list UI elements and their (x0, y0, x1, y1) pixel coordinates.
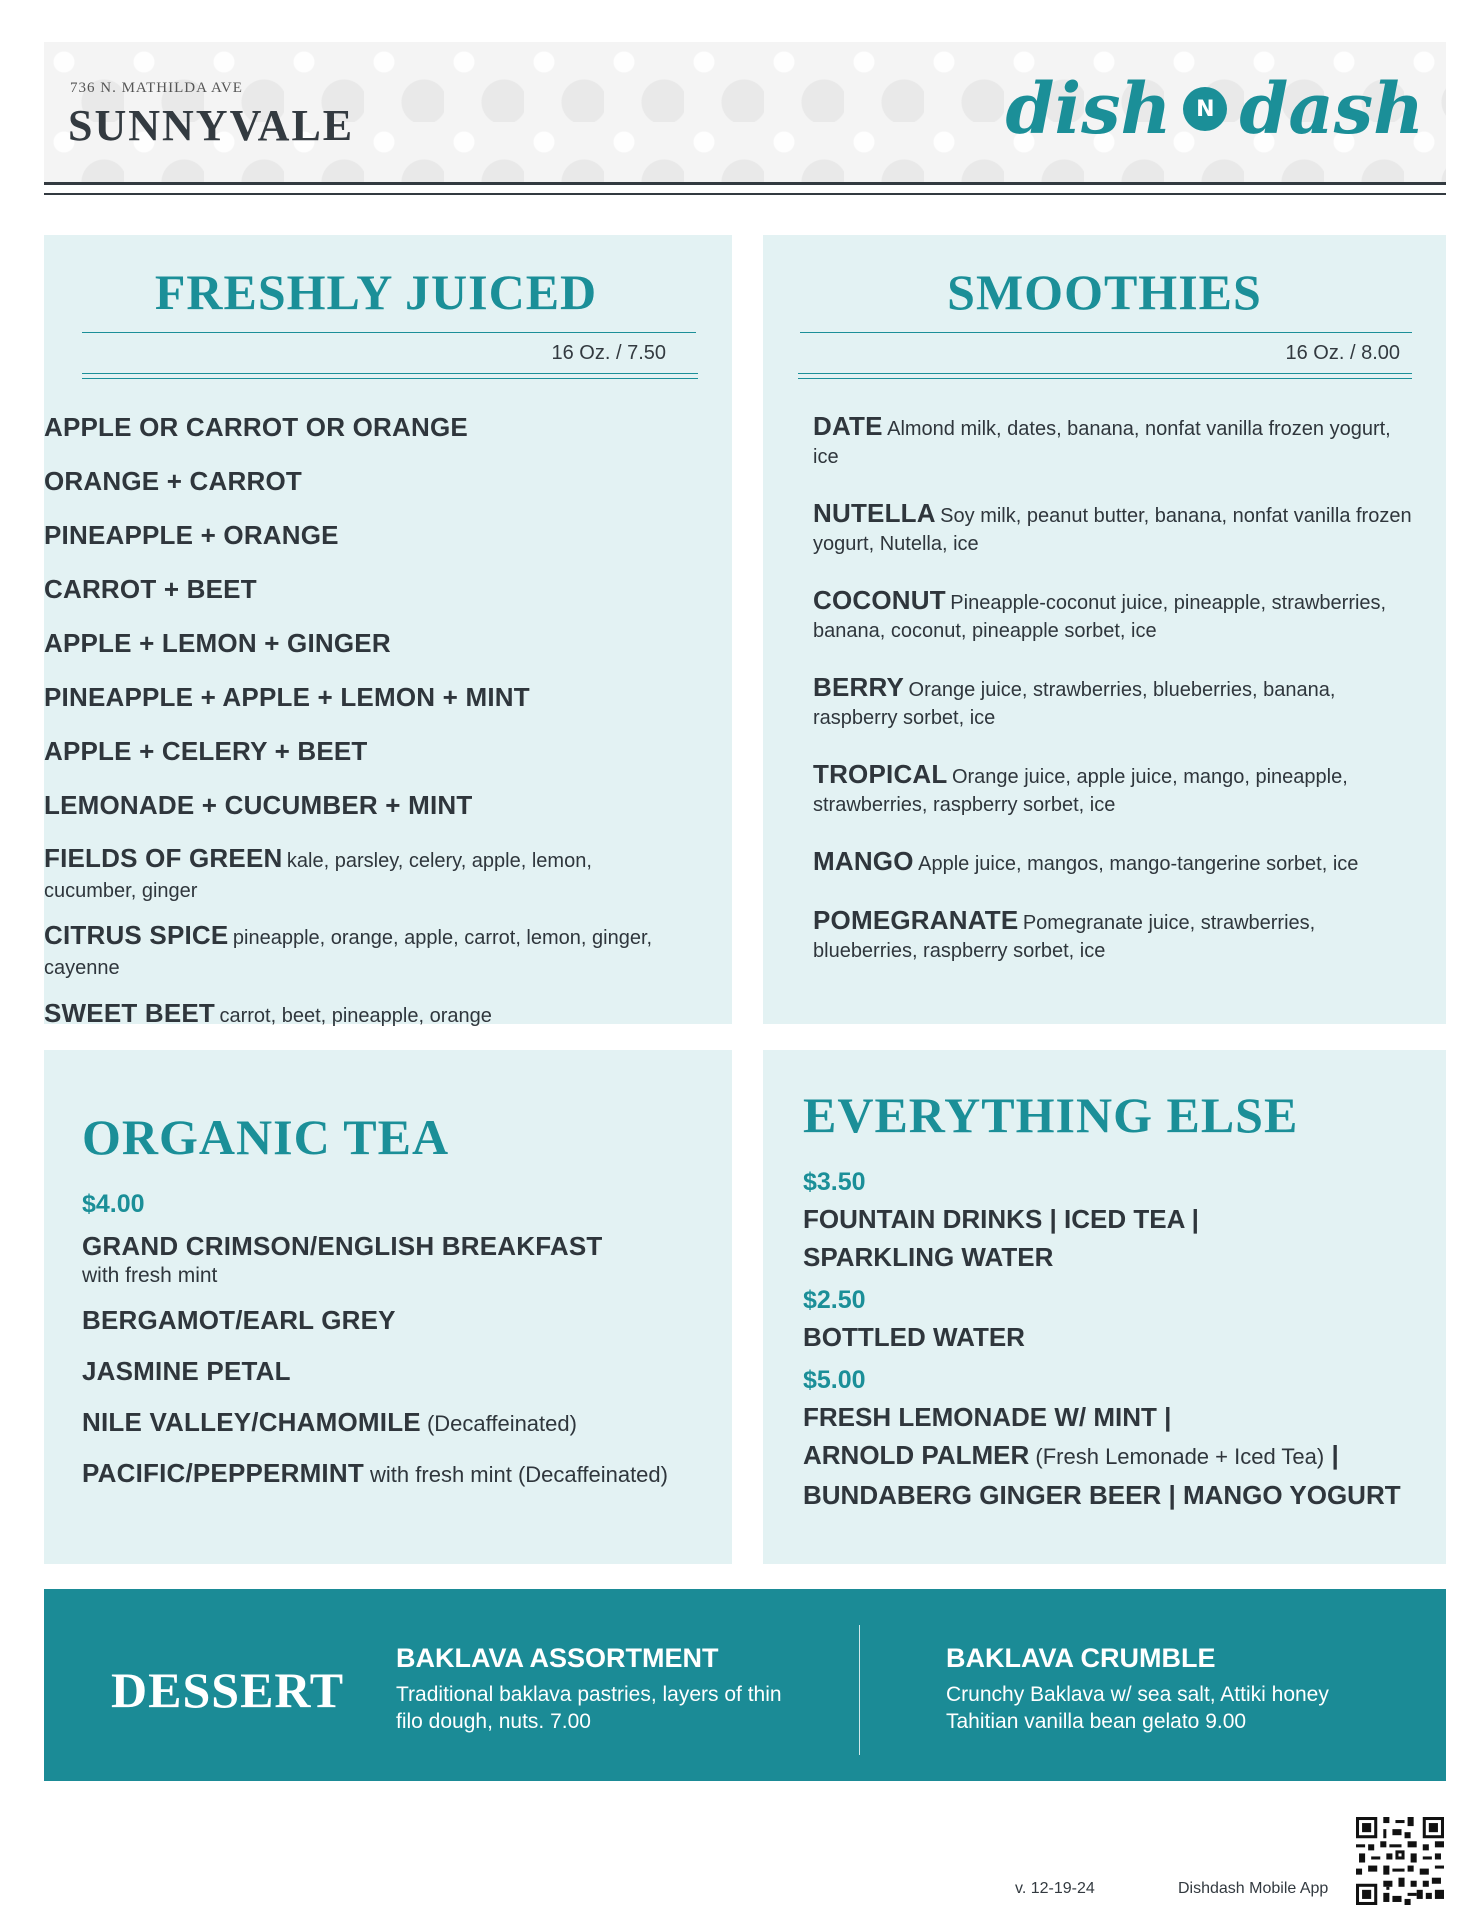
juice-item: SWEET BEET carrot, beet, pineapple, orange (44, 998, 492, 1028)
juice-item: CITRUS SPICE pineapple, orange, apple, carrot, lemon, ginger, cayenne (44, 920, 653, 979)
tea-price: $4.00 (82, 1190, 145, 1218)
smoothies-size-price: 16 Oz. / 8.00 (1285, 342, 1400, 364)
smoothie-list (813, 413, 1413, 994)
tea-item: BERGAMOT/EARL GREY (82, 1305, 396, 1335)
tea-item: GRAND CRIMSON/ENGLISH BREAKFAST with fresh mint (82, 1230, 712, 1290)
everything-else-panel (763, 1050, 1446, 1564)
group-price: $2.50 (803, 1286, 866, 1314)
juice-item: FIELDS OF GREEN kale, parsley, celery, apple, lemon, cucumber, ginger (44, 843, 592, 902)
tea-list (82, 1230, 712, 1508)
header-rule-bottom (44, 193, 1446, 195)
smoothie-item: TROPICAL Orange juice, apple juice, mango, pineapple, strawberries, raspberry sorbet, ice (813, 759, 1348, 816)
juiced-rule-top (82, 332, 696, 333)
organic-tea-title: ORGANIC TEA (82, 1109, 450, 1165)
drink-line: SPARKLING WATER (803, 1242, 1054, 1272)
drink-line: FOUNTAIN DRINKS | ICED TEA | (803, 1204, 1199, 1234)
drink-line: BOTTLED WATER (803, 1322, 1025, 1352)
juice-item: PINEAPPLE + APPLE + LEMON + MINT (44, 682, 530, 712)
everything-else-list (803, 1158, 1423, 1514)
logo-word-right: dash (1239, 67, 1424, 150)
juice-item: PINEAPPLE + ORANGE (44, 520, 339, 550)
logo-badge: N (1183, 87, 1227, 131)
smoothies-title: SMOOTHIES (947, 264, 1262, 320)
store-city: SUNNYVALE (68, 101, 355, 150)
dish-n-dash-logo (1006, 64, 1424, 154)
juiced-rule-bottom (82, 378, 698, 379)
smoothies-rule-bottom (798, 378, 1412, 379)
drink-line: BUNDABERG GINGER BEER | MANGO YOGURT (803, 1480, 1401, 1510)
menu-version: v. 12-19-24 (1015, 1880, 1095, 1897)
logo-word-left: dish (1005, 67, 1172, 150)
juiced-size-price: 16 Oz. / 7.50 (551, 342, 666, 364)
smoothie-item: MANGO Apple juice, mangos, mango-tangerine sorbet, ice (813, 846, 1359, 876)
freshly-juiced-title: FRESHLY JUICED (154, 264, 598, 320)
dessert-item: BAKLAVA ASSORTMENT Traditional baklava pastries, layers of thin filo dough, nuts. 7.00 (396, 1643, 782, 1733)
smoothie-item: POMEGRANATE Pomegranate juice, strawberries, blueberries, raspberry sorbet, ice (813, 905, 1316, 962)
drink-line: ARNOLD PALMER (Fresh Lemonade + Iced Tea) | (803, 1440, 1339, 1470)
mobile-app-label: Dishdash Mobile App (1178, 1880, 1329, 1897)
smoothie-item: NUTELLA Soy milk, peanut butter, banana, nonfat vanilla frozen yogurt, Nutella, ice (813, 498, 1412, 555)
dessert-title: DESSERT (111, 1662, 345, 1718)
juice-list (44, 412, 664, 1052)
everything-else-title: EVERYTHING ELSE (803, 1087, 1299, 1143)
juice-item: APPLE OR CARROT OR ORANGE (44, 412, 468, 442)
smoothie-item: COCONUT Pineapple-coconut juice, pineapple, strawberries, banana, coconut, pineapple sorbet, ice (813, 585, 1387, 642)
juice-item: CARROT + BEET (44, 574, 257, 604)
tea-item-note: with fresh mint (82, 1264, 218, 1287)
organic-tea-panel (44, 1050, 732, 1564)
dessert-band (44, 1589, 1446, 1781)
tea-item: NILE VALLEY/CHAMOMILE (Decaffeinated) (82, 1407, 577, 1437)
dessert-divider (859, 1625, 860, 1755)
juice-item: APPLE + CELERY + BEET (44, 736, 368, 766)
group-price: $5.00 (803, 1366, 866, 1394)
juice-item: APPLE + LEMON + GINGER (44, 628, 391, 658)
header-banner (44, 42, 1446, 184)
tea-item: PACIFIC/PEPPERMINT with fresh mint (Decaffeinated) (82, 1458, 668, 1488)
qr-code-icon[interactable] (1356, 1817, 1444, 1905)
store-address: 736 N. MATHILDA AVE (70, 80, 243, 96)
drink-line: FRESH LEMONADE W/ MINT | (803, 1402, 1172, 1432)
group-price: $3.50 (803, 1168, 866, 1196)
smoothie-item: BERRY Orange juice, strawberries, blueberries, banana, raspberry sorbet, ice (813, 672, 1336, 729)
smoothies-rule-mid (798, 373, 1412, 374)
juice-item: ORANGE + CARROT (44, 466, 302, 496)
dessert-item: BAKLAVA CRUMBLE Crunchy Baklava w/ sea salt, Attiki honey Tahitian vanilla bean gelato 9.00 (946, 1643, 1329, 1733)
smoothie-item: DATE Almond milk, dates, banana, nonfat vanilla frozen yogurt, ice (813, 411, 1391, 468)
juiced-rule-mid (82, 373, 698, 374)
juice-item: LEMONADE + CUCUMBER + MINT (44, 790, 473, 820)
smoothies-rule-top (800, 332, 1412, 333)
header-rule-top (44, 182, 1446, 185)
tea-item: JASMINE PETAL (82, 1356, 291, 1386)
